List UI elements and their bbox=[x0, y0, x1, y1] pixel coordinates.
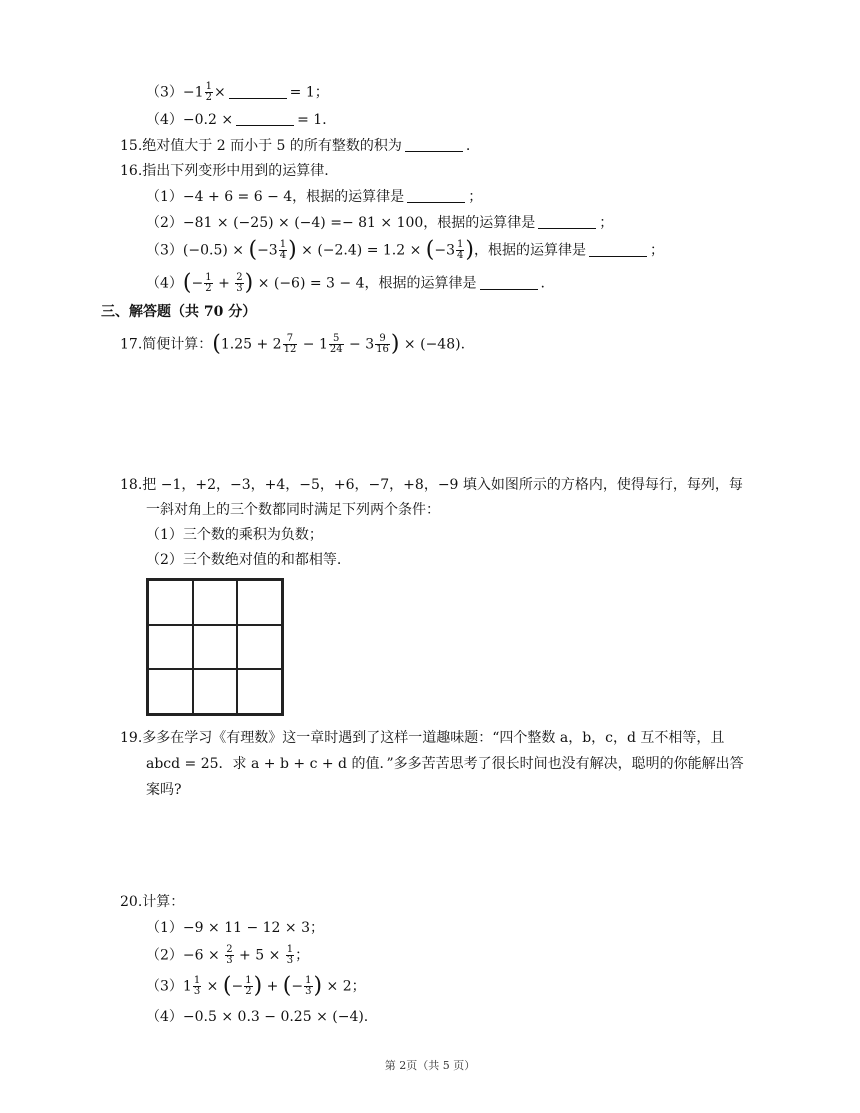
grid-cell[interactable] bbox=[237, 669, 282, 714]
q20-item-3: （3）1 $\frac{1}{3}$ × (− $\frac{1}{2}$ ) + (− $\frac{1}{3}$ ) × 2； bbox=[146, 973, 366, 999]
q19-line-2: abcd = 25．求 a + b + c + d 的值．”多多苦苦思考了很长时间也没有解决，聪明的你能解出答 bbox=[146, 756, 744, 772]
fraction: $\frac{1}{3}$ bbox=[193, 975, 201, 997]
fraction: $\frac{1}{2}$ bbox=[205, 272, 212, 294]
fraction: $\frac{2}{3}$ bbox=[226, 944, 233, 966]
fraction: $\frac{9}{16}$ bbox=[376, 333, 389, 355]
answer-blank[interactable] bbox=[407, 189, 465, 203]
question-17: 17.简便计算：(1.25 + 2 $\frac{7}{12}$ − 1 $\frac{5}{24}$ − 3 $\frac{9}{16}$ ) × (−48). bbox=[120, 331, 466, 357]
q19-line-3: 案吗? bbox=[146, 782, 182, 798]
grid-cell[interactable] bbox=[193, 625, 238, 670]
answer-blank[interactable] bbox=[229, 85, 287, 99]
question-16: 16.指出下列变形中用到的运算律. bbox=[120, 163, 329, 179]
grid-cell[interactable] bbox=[193, 669, 238, 714]
fraction: $\frac{1}{4}$ bbox=[457, 239, 464, 261]
q16-item-1: （1）−4 + 6 = 6 − 4，根据的运算律是 ； bbox=[146, 189, 483, 205]
q16-item-4: （4）(− $\frac{1}{2}$ + $\frac{2}{3}$ ) × (−6) = 3 − 4，根据的运算律是 . bbox=[146, 270, 545, 296]
grid-cell[interactable] bbox=[237, 625, 282, 670]
answer-blank[interactable] bbox=[236, 112, 294, 126]
fraction: $\frac{1}{2}$ bbox=[245, 975, 252, 997]
grid-cell[interactable] bbox=[148, 580, 193, 625]
q18-condition-1: （1）三个数的乘积为负数； bbox=[146, 527, 323, 543]
grid-cell[interactable] bbox=[148, 669, 193, 714]
number-grid bbox=[146, 578, 284, 716]
q14-item-3: （3）−1 $\frac{1}{2}$ × = 1； bbox=[146, 81, 329, 103]
fraction: $\frac{2}{3}$ bbox=[236, 272, 243, 294]
answer-blank[interactable] bbox=[589, 243, 647, 257]
q18-condition-2: （2）三个数绝对值的和都相等. bbox=[146, 552, 342, 568]
fraction: $\frac{5}{24}$ bbox=[329, 333, 343, 355]
q20-item-1: （1）−9 × 11 − 12 × 3； bbox=[146, 920, 324, 936]
q18-line-2: 一斜对角上的三个数都同时满足下列两个条件： bbox=[146, 502, 440, 518]
q20-item-2: （2）−6 × $\frac{2}{3}$ + 5 × $\frac{1}{3}$ ； bbox=[146, 944, 310, 966]
question-15: 15.绝对值大于 2 而小于 5 的所有整数的积为 . bbox=[120, 138, 471, 154]
grid-cell[interactable] bbox=[237, 580, 282, 625]
fraction: $\frac{7}{12}$ bbox=[283, 333, 297, 355]
q14-item-4: （4）−0.2 × = 1． bbox=[146, 112, 337, 128]
q16-item-2: （2）−81 × (−25) × (−4) =− 81 × 100，根据的运算律是 ； bbox=[146, 215, 614, 231]
page-footer: 第 2页（共 5 页） bbox=[384, 1059, 476, 1072]
grid-cell[interactable] bbox=[148, 625, 193, 670]
answer-blank[interactable] bbox=[480, 276, 538, 290]
fraction: $\frac{1}{2}$ bbox=[205, 81, 212, 103]
grid-cell[interactable] bbox=[193, 580, 238, 625]
section-title: 三、解答题（共 70 分） bbox=[101, 304, 257, 320]
fraction: $\frac{1}{4}$ bbox=[279, 239, 287, 261]
answer-blank[interactable] bbox=[538, 215, 596, 229]
answer-blank[interactable] bbox=[405, 138, 463, 152]
question-18: 18.把 −1，+2，−3，+4，−5，+6，−7，+8，−9 填入如图所示的方格内，使得每行，每列，每 bbox=[120, 477, 743, 493]
fraction: $\frac{1}{3}$ bbox=[286, 944, 294, 966]
q20-item-4: （4）−0.5 × 0.3 − 0.25 × (−4). bbox=[146, 1009, 369, 1025]
question-20: 20.计算： bbox=[120, 894, 185, 910]
fraction: $\frac{1}{3}$ bbox=[305, 975, 312, 997]
question-19: 19.多多在学习《有理数》这一章时遇到了这样一道趣味题：“四个整数 a，b，c，d 互不相等，且 bbox=[120, 730, 725, 746]
q16-item-3: （3）(−0.5) × (−3 $\frac{1}{4}$ ) × (−2.4) = 1.2 × (−3 $\frac{1}{4}$ )，根据的运算律是 ； bbox=[146, 237, 664, 263]
